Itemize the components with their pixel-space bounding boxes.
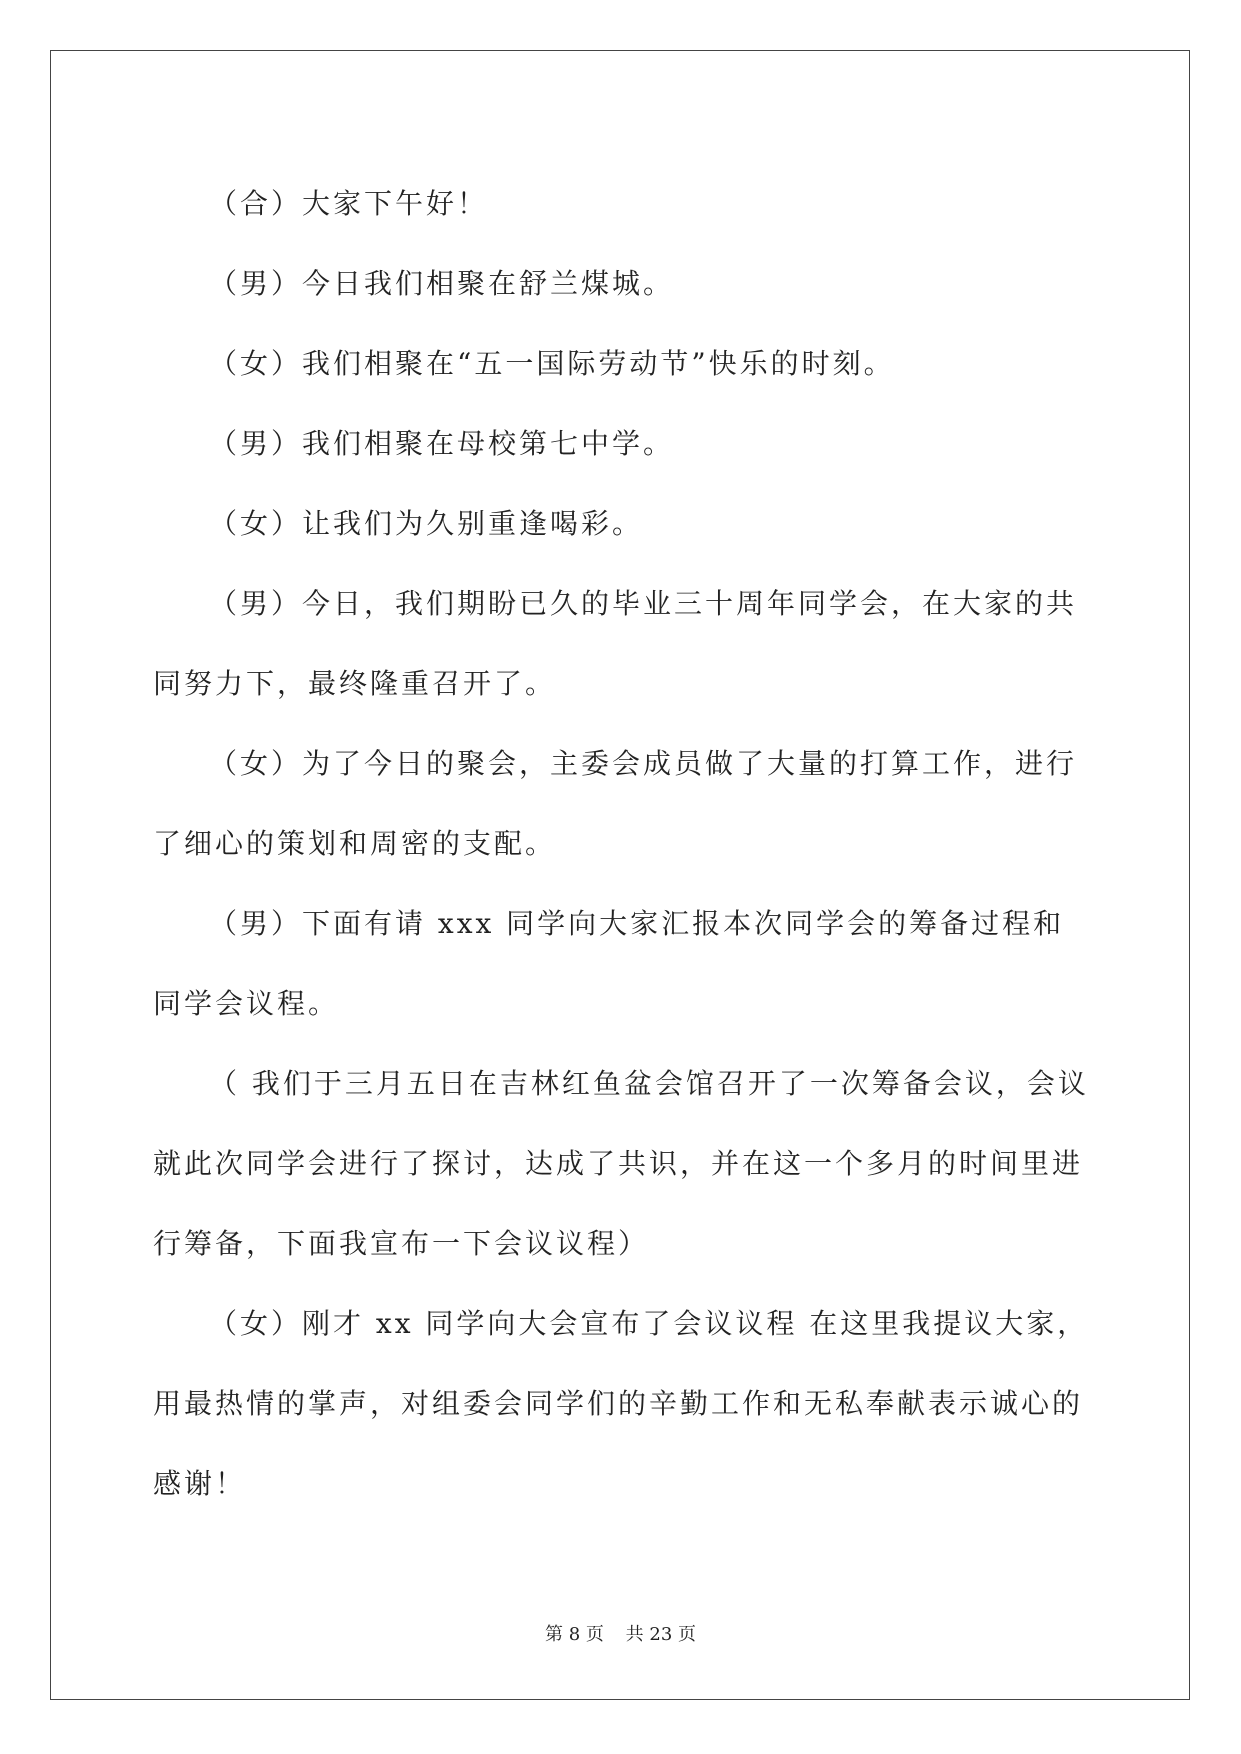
document-body <box>153 164 1095 1524</box>
page-total: 共 23 页 <box>625 1624 696 1645</box>
page-footer <box>0 1620 1241 1646</box>
paragraph: （ 我们于三月五日在吉林红鱼盆会馆召开了一次筹备会议，会议就此次同学会进行了探讨，达成了共识，并在这一个多月的时间里进行筹备，下面我宣布一下会议议程） <box>153 1067 1089 1260</box>
paragraph: （男）下面有请 xxx 同学向大家汇报本次同学会的筹备过程和同学会议程。 <box>153 907 1065 1020</box>
paragraph: （合）大家下午好！ <box>209 187 489 220</box>
paragraph: （女）让我们为久别重逢喝彩。 <box>209 507 644 540</box>
paragraph: （女）刚才 xx 同学向大会宣布了会议议程 在这里我提议大家，用最热情的掌声，对组委会同学们的辛勤工作和无私奉献表示诚心的感谢！ <box>153 1307 1089 1500</box>
paragraph: （男）我们相聚在母校第七中学。 <box>209 427 675 460</box>
paragraph: （男）今日我们相聚在舒兰煤城。 <box>209 267 675 300</box>
paragraph: （女）为了今日的聚会，主委会成员做了大量的打算工作，进行了细心的策划和周密的支配。 <box>153 747 1078 860</box>
paragraph: （女）我们相聚在“五一国际劳动节”快乐的时刻。 <box>209 347 895 380</box>
page-number: 第 8 页 <box>545 1624 604 1645</box>
paragraph: （男）今日，我们期盼已久的毕业三十周年同学会，在大家的共同努力下，最终隆重召开了。 <box>153 587 1078 700</box>
